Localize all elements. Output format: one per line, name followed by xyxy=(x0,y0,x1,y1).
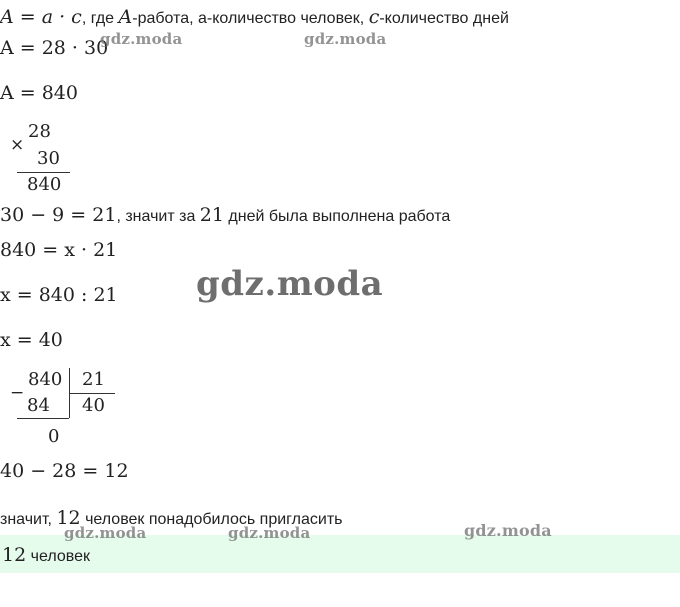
formula-definition-line xyxy=(0,7,509,29)
formula-a-equals-ac: A = a · c xyxy=(0,6,82,28)
subtraction-rule xyxy=(17,418,69,419)
partial-product: 84 xyxy=(27,395,50,416)
watermark-large: gdz.moda xyxy=(196,264,384,304)
equation-x-840-div-21: x = 840 : 21 xyxy=(0,284,118,306)
watermark: gdz.moda xyxy=(304,30,387,48)
days-line xyxy=(0,205,450,227)
multiplicand: 28 xyxy=(28,121,51,142)
multiplier: 30 xyxy=(37,148,60,169)
multiply-sign: × xyxy=(10,135,25,155)
answer-text xyxy=(2,544,90,566)
days-number: 21 xyxy=(199,204,224,226)
divisor: 21 xyxy=(82,369,105,390)
multiplication-rule xyxy=(17,172,70,173)
var-c: c xyxy=(368,6,380,28)
equation-a-840: A = 840 xyxy=(0,82,78,104)
dividend: 840 xyxy=(28,369,63,390)
long-division xyxy=(0,366,130,450)
days-text-1: , значит за xyxy=(116,208,200,225)
watermark: gdz.moda xyxy=(64,524,147,542)
definition-text-3: -количество дней xyxy=(379,10,509,27)
equation-x-40: x = 40 xyxy=(0,329,63,351)
conclusion-number: 12 xyxy=(56,507,81,529)
answer-label: человек xyxy=(26,548,90,565)
watermark: gdz.moda xyxy=(228,524,311,542)
definition-text-2: -работа, а-количество человек, xyxy=(132,10,369,27)
equation-840-x-21: 840 = x · 21 xyxy=(0,239,118,261)
quotient: 40 xyxy=(82,395,105,416)
remainder: 0 xyxy=(48,426,60,447)
quotient-rule xyxy=(69,393,115,394)
column-multiplication xyxy=(0,118,80,198)
equation-30-9-21: 30 − 9 = 21 xyxy=(0,204,117,226)
watermark: gdz.moda xyxy=(100,30,183,48)
conclusion-text-1: значит, xyxy=(0,511,57,528)
var-a: A xyxy=(118,6,133,28)
answer-number: 12 xyxy=(2,544,27,566)
equation-a-28-30: A = 28 · 30 xyxy=(0,37,109,59)
multiplication-result: 840 xyxy=(27,174,62,195)
definition-text-1: , где xyxy=(81,10,119,27)
watermark: gdz.moda xyxy=(464,521,552,540)
days-text-2: дней была выполнена работа xyxy=(223,208,451,225)
equation-40-28-12: 40 − 28 = 12 xyxy=(0,460,129,482)
division-minus-sign: − xyxy=(10,383,25,403)
conclusion-text-2: человек понадобилось пригласить xyxy=(80,511,343,528)
